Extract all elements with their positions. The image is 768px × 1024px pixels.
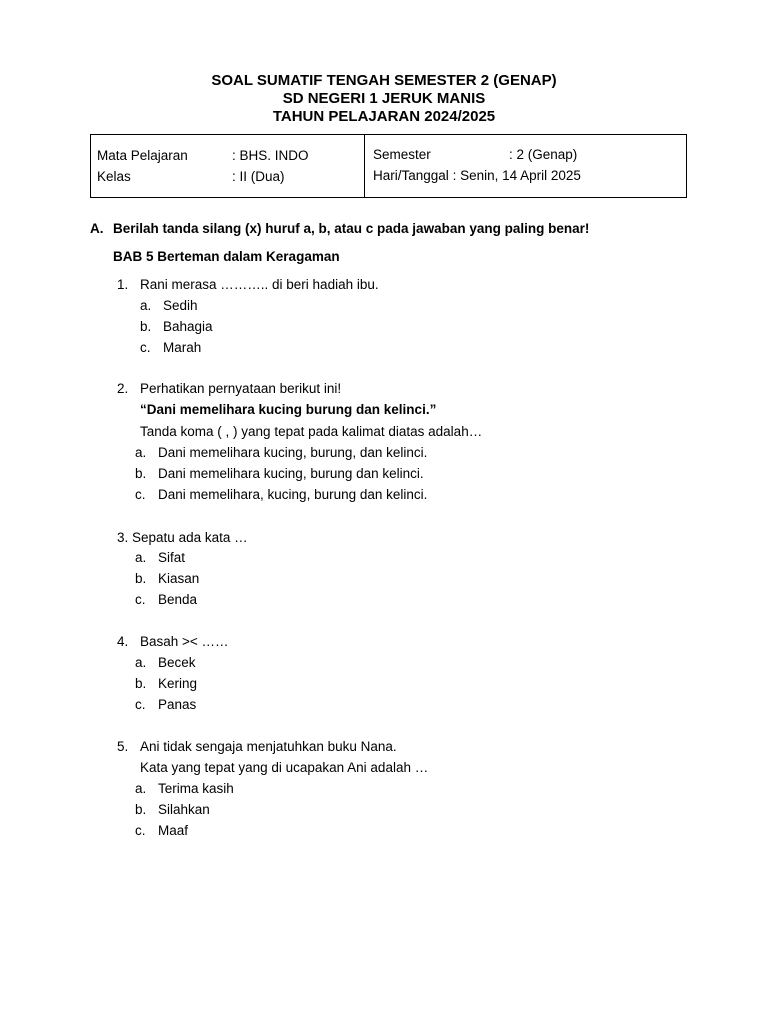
question-text: Sepatu ada kata … [132,530,248,545]
question-text: Ani tidak sengaja menjatuhkan buku Nana. [140,739,397,754]
header-school: SD NEGERI 1 JERUK MANIS [282,90,486,107]
option-text: Sedih [163,298,198,313]
option-text: Terima kasih [158,781,234,796]
option-text: Becek [158,655,196,670]
option-text: Silahkan [158,802,210,817]
question-2-quote: “Dani memelihara kucing burung dan kelinci.” [140,402,437,417]
question-3 [117,530,248,545]
semester-label: Semester [373,147,431,162]
option-text: Kiasan [158,571,200,586]
option-letter: c. [135,592,146,607]
option-letter: c. [135,823,146,838]
option-letter: c. [135,697,146,712]
option-letter: b. [135,571,147,586]
question-text: Perhatikan pernyataan berikut ini! [140,381,342,396]
header-title: SOAL SUMATIF TENGAH SEMESTER 2 (GENAP) [211,72,557,89]
question-5-prompt: Kata yang tepat yang di ucapakan Ani adalah … [140,760,429,775]
option-text: Dani memelihara kucing, burung, dan kelinci. [158,445,428,460]
date-value: : Senin, 14 April 2025 [452,168,581,183]
question-number: 3. [117,530,129,545]
instruction-marker: A. [90,221,104,236]
option-letter: a. [135,781,147,796]
header-year: TAHUN PELAJARAN 2024/2025 [272,108,496,125]
option-text: Sifat [158,550,186,565]
option-text: Kering [158,676,198,691]
subject-value: : BHS. INDO [232,148,309,163]
option-text: Marah [163,340,202,355]
class-value: : II (Dua) [232,169,285,184]
question-text: Rani merasa ……….. di beri hadiah ibu. [140,277,379,292]
question-number: 4. [117,634,129,649]
instruction-text: Berilah tanda silang (x) huruf a, b, atau c pada jawaban yang paling benar! [113,221,590,236]
option-letter: b. [135,466,147,481]
option-letter: c. [140,340,151,355]
option-text: Dani memelihara kucing, burung dan kelinci. [158,466,424,481]
question-text: Basah >< …… [140,634,229,649]
option-text: Maaf [158,823,189,838]
option-text: Bahagia [163,319,213,334]
question-2-prompt: Tanda koma ( , ) yang tepat pada kalimat diatas adalah… [140,424,483,439]
option-letter: a. [140,298,152,313]
option-text: Benda [158,592,198,607]
date-label: Hari/Tanggal [373,168,449,183]
question-number: 1. [117,277,129,292]
option-letter: a. [135,655,147,670]
document-header [0,72,768,126]
option-letter: a. [135,550,147,565]
subject-label: Mata Pelajaran [97,148,188,163]
option-letter: a. [135,445,147,460]
option-letter: b. [135,802,147,817]
option-letter: b. [135,676,147,691]
question-number: 2. [117,381,129,396]
option-text: Dani memelihara, kucing, burung dan kelinci. [158,487,428,502]
question-number: 5. [117,739,129,754]
exam-info-box [90,134,687,198]
class-label: Kelas [97,169,131,184]
option-text: Panas [158,697,197,712]
section-title: BAB 5 Berteman dalam Keragaman [113,249,340,264]
option-letter: b. [140,319,152,334]
option-letter: c. [135,487,146,502]
info-box-divider [364,135,365,197]
semester-value: : 2 (Genap) [509,147,578,162]
instruction-line [90,221,589,236]
